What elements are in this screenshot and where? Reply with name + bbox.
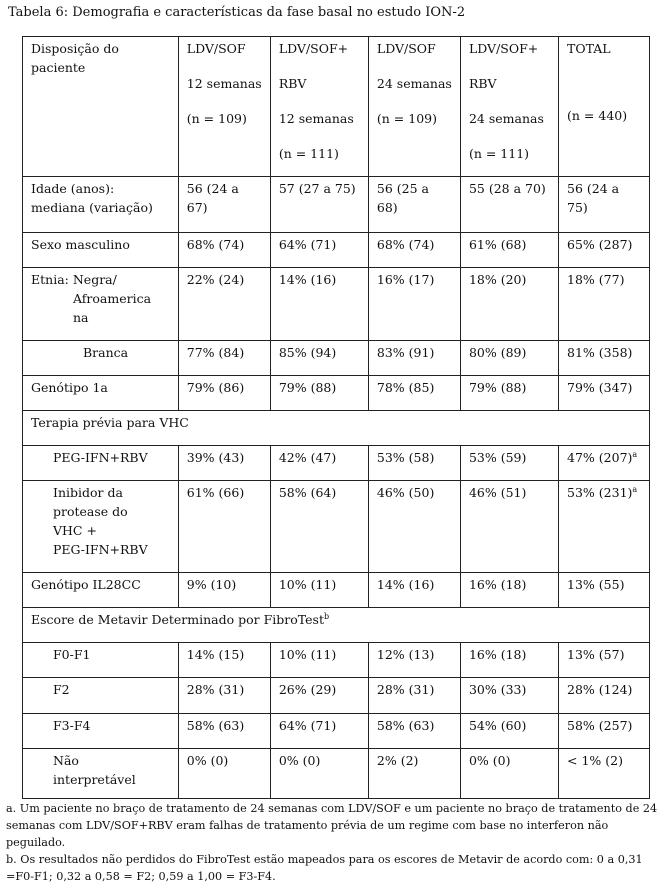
table-cell: < 1% (2) [559,749,650,799]
table-row-peg-ifn [23,446,650,481]
table-cell [559,481,650,573]
table-cell: 79% (347) [559,376,650,411]
table-cell: 16% (18) [460,643,558,678]
table-cell: 79% (88) [460,376,558,411]
table-row-branca [23,341,650,376]
section-label: Terapia prévia para VHC [23,411,650,446]
table-cell: 80% (89) [460,341,558,376]
table-row-il28cc [23,573,650,608]
table-cell: 56 (25 a 68) [368,177,460,233]
table-cell: 26% (29) [270,678,368,714]
row-label-line: PEG-IFN+RBV [53,542,148,557]
row-label: PEG-IFN+RBV [23,446,179,481]
table-row-f3-f4 [23,714,650,749]
table-cell: 10% (11) [270,573,368,608]
table-cell: 79% (86) [178,376,270,411]
table-cell: 0% (0) [460,749,558,799]
table-cell: 0% (0) [270,749,368,799]
header-line: (n = 111) [468,146,530,161]
demographics-table [22,36,650,799]
header-cell-ldv-sof-24 [368,37,460,177]
row-label: Branca [23,341,179,376]
row-label-line: Não [53,753,79,768]
table-cell: 14% (16) [270,268,368,341]
table-cell: 22% (24) [178,268,270,341]
table-cell: 16% (18) [460,573,558,608]
header-line: RBV [278,76,307,91]
table-row-genotipo [23,376,650,411]
row-label: Genótipo IL28CC [23,573,179,608]
header-cell-ldv-sof-12 [178,37,270,177]
table-cell: 77% (84) [178,341,270,376]
table-cell: 55 (28 a 70) [460,177,558,233]
table-cell: 56 (24 a 67) [178,177,270,233]
header-line: TOTAL [567,41,611,56]
footnote-marker: a [632,449,638,459]
table-cell: 85% (94) [270,341,368,376]
header-line: 24 semanas [376,76,452,91]
header-line-gap [469,58,550,74]
row-label-line: protease do [53,504,128,519]
row-label-line: Idade (anos): [31,181,115,196]
footnote-a-line: a. Um paciente no braço de tratamento de 24 semanas com LDV/SOF e um paciente no braço de tratamento de 24 [6,802,658,815]
row-label: Sexo masculino [23,233,179,268]
header-cell-total [559,37,650,177]
header-line-gap [567,58,641,74]
table-cell: 13% (57) [559,643,650,678]
table-row-sexo [23,233,650,268]
table-caption: Tabela 6: Demografia e características da fase basal no estudo ION-2 [8,5,466,20]
table-cell: 57 (27 a 75) [270,177,368,233]
footnote-marker: a [632,484,638,494]
footnote-a-line: semanas com LDV/SOF+RBV eram falhas de tratamento prévia de um regime com base no interferon não peguilado. [6,819,609,849]
header-cell-ldv-sof-rbv-24 [460,37,558,177]
table-cell: 28% (124) [559,678,650,714]
header-line: LDV/SOF+ [278,41,349,56]
row-label [23,749,179,799]
row-label-line: Inibidor da [53,485,123,500]
table-cell: 0% (0) [178,749,270,799]
table-cell: 68% (74) [368,233,460,268]
table-cell: 61% (68) [460,233,558,268]
row-label [23,268,179,341]
table-row-f0-f1 [23,643,650,678]
table-cell: 79% (88) [270,376,368,411]
table-cell: 58% (63) [368,714,460,749]
header-line-gap [187,93,262,109]
header-line-gap [279,58,360,74]
header-line-gap [567,90,641,106]
row-label: F2 [23,678,179,714]
table-section-metavir [23,608,650,643]
header-line: RBV [468,76,497,91]
row-label-etnia: Etnia: [31,272,69,287]
header-line: (n = 109) [376,111,437,126]
table-cell: 13% (55) [559,573,650,608]
table-cell: 68% (74) [178,233,270,268]
table-cell: 64% (71) [270,233,368,268]
cell-value: 53% (231) [567,485,633,500]
table-cell: 54% (60) [460,714,558,749]
header-line-gap [279,128,360,144]
table-footnotes [6,800,658,885]
table-row-etnia [23,268,650,341]
header-line-gap [279,93,360,109]
table-cell: 14% (15) [178,643,270,678]
header-cell-disposicao [23,37,179,177]
row-label-line: interpretável [53,772,136,787]
section-label [23,608,650,643]
table-cell: 28% (31) [178,678,270,714]
header-cell-ldv-sof-rbv-12 [270,37,368,177]
header-line-gap [377,58,452,74]
row-label [23,481,179,573]
table-cell: 28% (31) [368,678,460,714]
table-cell: 30% (33) [460,678,558,714]
row-label: Genótipo 1a [23,376,179,411]
table-cell: 65% (287) [559,233,650,268]
footnote-marker: b [324,611,330,621]
table-row-inibidor [23,481,650,573]
table-cell: 42% (47) [270,446,368,481]
table-cell: 16% (17) [368,268,460,341]
table-cell: 83% (91) [368,341,460,376]
header-line: 12 semanas [186,76,262,91]
table-cell: 12% (13) [368,643,460,678]
header-line: 12 semanas [278,111,354,126]
table-cell: 18% (20) [460,268,558,341]
header-line: (n = 111) [278,146,339,161]
row-label [23,177,179,233]
table-header-row [23,37,650,177]
header-line: (n = 440) [567,108,628,123]
table-cell: 78% (85) [368,376,460,411]
header-line-gap [469,93,550,109]
row-sublabel: Negra/ [72,272,117,287]
header-line: 24 semanas [468,111,544,126]
header-line: LDV/SOF [186,41,246,56]
row-label-line: mediana (variação) [31,200,153,215]
table-cell: 81% (358) [559,341,650,376]
row-label: F0-F1 [23,643,179,678]
header-line-gap [469,128,550,144]
section-label-text: Escore de Metavir Determinado por FibroTest [31,612,324,627]
table-cell: 56 (24 a 75) [559,177,650,233]
table-cell: 58% (63) [178,714,270,749]
row-sublabel: na [73,310,89,325]
table-section-terapia [23,411,650,446]
table-row-f2 [23,678,650,714]
table-cell: 46% (50) [368,481,460,573]
row-sublabel: Afroamerica [73,291,152,306]
table-cell: 53% (58) [368,446,460,481]
header-line-gap [567,74,641,90]
header-line-gap [377,93,452,109]
header-line: paciente [31,60,86,75]
table-cell: 46% (51) [460,481,558,573]
cell-value: 47% (207) [567,450,633,465]
table-cell: 18% (77) [559,268,650,341]
header-line-gap [187,58,262,74]
header-line: LDV/SOF [376,41,436,56]
table-cell: 9% (10) [178,573,270,608]
table-cell: 61% (66) [178,481,270,573]
table-cell: 58% (64) [270,481,368,573]
table-cell: 64% (71) [270,714,368,749]
footnote-b-line: b. Os resultados não perdidos do FibroTest estão mapeados para os escores de Metavir de acordo com: 0 a 0,31 [6,853,643,866]
header-line: (n = 109) [186,111,247,126]
table-cell: 14% (16) [368,573,460,608]
footnote-b-line: =F0-F1; 0,32 a 0,58 = F2; 0,59 a 1,00 = F3-F4. [6,870,276,883]
table-cell: 39% (43) [178,446,270,481]
header-line: Disposição do [31,41,119,56]
table-cell: 10% (11) [270,643,368,678]
header-line: LDV/SOF+ [468,41,539,56]
table-cell: 58% (257) [559,714,650,749]
table-row-nao-interpretavel [23,749,650,799]
table-cell: 2% (2) [368,749,460,799]
table-cell: 53% (59) [460,446,558,481]
table-row-idade [23,177,650,233]
row-label-line: VHC + [53,523,97,538]
row-label: F3-F4 [23,714,179,749]
table-cell [559,446,650,481]
